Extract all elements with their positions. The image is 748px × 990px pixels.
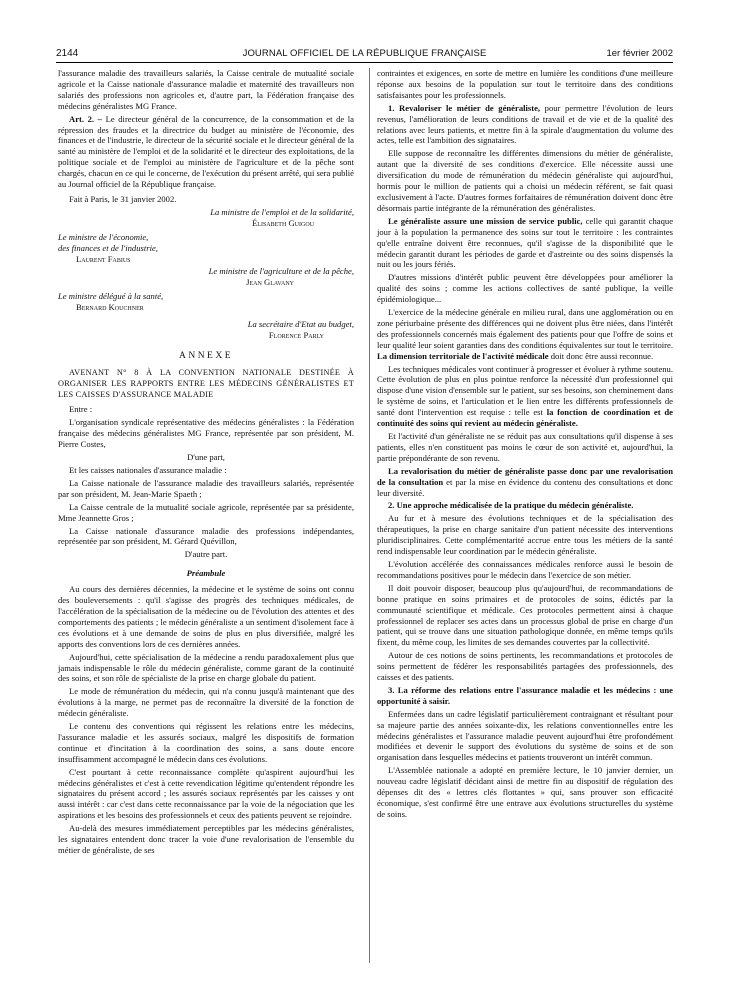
paragraph: L'organisation syndicale représentative des médecins généralistes : la Fédération française des médecins généralistes MG France, représentée par son président, M. Pierre Costes, <box>58 417 354 450</box>
bold-lead: La revalorisation du métier de généraliste passe donc par une revalorisation de la consultation <box>377 465 673 487</box>
paragraph: Au cours des dernières décennies, la médecine et le système de soins ont connu des bouleversements : qu'il s'agisse des progrès des techniques médicales, de l'accélération de la spécialisation de la médecine ou de l'évolution des attentes et des comportements des patients ; le médecin généraliste a un sentiment d'isolement face à ces évolutions et à une demande de soins de plus en plus diversifiée, malgré les apports des conventions lors de ces dernières années. <box>58 584 354 649</box>
paragraph: L'évolution accélérée des connaissances médicales renforce aussi le besoin de recommandations positives pour le médecin dans l'exercice de son métier. <box>377 558 673 580</box>
paragraph: Autour de ces notions de soins pertinents, les recommandations et protocoles de soins permettent de fédérer les responsabilités partagées des professionnels, des caisses et des patients. <box>377 650 673 683</box>
paragraph-text: pour permettre l'évolution de leurs revenus, l'amélioration de leurs conditions de travail et de vie et de la qualité des relations avec leurs patients, et mettre fin à la spirale d'augmentation du volume des actes, telle est l'ambition des signataires. <box>377 102 673 146</box>
signature-title: des finances et de l'industrie, <box>58 242 158 253</box>
paragraph: l'assurance maladie des travailleurs salariés, la Caisse centrale de mutualité sociale agricole et la Caisse nationale d'assurance maladie et maternité des travailleurs non salariés des professions non agricoles et, d'autre part, la Fédération française des médecins généralistes MG France. <box>58 68 354 111</box>
paragraph <box>377 216 673 271</box>
article-text: Le directeur général de la concurrence, de la consommation et de la répression des fraudes et la directrice du budget au ministère de l'économie, des finances et de l'industrie, le directeur de la sécurité sociale et le directeur général de la santé au ministère de l'emploi et de la solidarité et le directeur des exploitations, de la politique sociale et de l'emploi au ministère de l'agriculture et de la pêche sont chargés, chacun en ce qui le concerne, de l'exécution du présent arrêté, qui sera publié au Journal officiel de la République française. <box>58 113 354 190</box>
paragraph <box>377 307 673 362</box>
paragraph: Enfermées dans un cadre législatif particulièrement contraignant et résultant pour sa majeure partie des années soixante-dix, les relations conventionnelles entre les médecins généralistes et l'assurance maladie peuvent aujourd'hui être profondément modifiées et devenir le support des évolutions du système de soins et de son organisation dans lesquelles médecins et patients trouveront un intérêt commun. <box>377 708 673 763</box>
bold-lead: Le généraliste assure une mission de service public, <box>388 215 583 226</box>
paragraph: Elle suppose de reconnaître les différentes dimensions du métier de généraliste, autant que la diversité de ses conditions d'exercice. Elle nécessite aussi une diversification du mode de rémunération du médecin généraliste qui aujourd'hui, hormis pour le million de patients qui a choisi un médecin référent, se fait quasi exclusivement à l'acte. D'autres formes forfaitaires de rémunération doivent donc être désormais partie intégrante de la rémunération des généralistes. <box>377 148 673 213</box>
bold-phrase: la fonction de coordination et de continuité des soins qui revient au médecin généraliste. <box>377 407 673 429</box>
paragraph-text: et par la mise en évidence du contenu des consultations et donc leur diversité. <box>377 476 673 498</box>
dune-part: D'une part, <box>187 452 225 463</box>
signature-name: Bernard Kouchner <box>76 302 144 313</box>
signature-title: La secrétaire d'Etat au budget, <box>247 319 354 330</box>
signature-name: Laurent Fabius <box>76 253 131 264</box>
journal-title: JOURNAL OFFICIEL DE LA RÉPUBLIQUE FRANÇAISE <box>242 48 487 59</box>
paragraph <box>377 466 673 499</box>
article-label: Art. 2. – <box>69 113 102 124</box>
paragraph-text: celle qui garantit chaque jour à la population la permanence des soins sur tout le territoire : les contraintes qu'elle entraîne doivent être reconnues, qu'il s'agisse de la disponibilité que le médecin garantit durant les périodes de garde et d'astreinte ou des soins dispensés la nuit ou les jours fériés. <box>377 215 674 270</box>
paragraph-text: L'exercice de la médecine générale en milieu rural, dans une agglomération ou en zone périurbaine présente des différences qui ne doivent plus être niées, dans l'intérêt des professionnels concernés mais également des patients pour que l'offre de soins et leur qualité leur soient garanties dans des conditions équivalentes sur tout le territoire. <box>377 307 673 350</box>
paragraph <box>377 364 673 429</box>
paragraph: Entre : <box>69 404 93 415</box>
paragraph: Le mode de rémunération du médecin, qui n'a connu jusqu'à maintenant que des évolutions à la marge, ne permet pas de reconnaître la diversité de la fonction de médecin généraliste. <box>58 686 354 719</box>
paragraph: Le contenu des conventions qui régissent les relations entre les médecins, l'assurance maladie et les assurés sociaux, malgré les dispositifs de formation continue et d'incitation à la coordination des soins, a sans doute encore insuffisamment accompagné le médecin dans ces évolutions. <box>58 721 354 764</box>
header-rule <box>56 62 673 63</box>
paragraph: Aujourd'hui, cette spécialisation de la médecine a rendu paradoxalement plus que jamais indispensable le rôle du médecin généraliste, comme garant de la continuité des soins, et son rôle de spécialiste de la prise en charge globale du patient. <box>58 651 354 684</box>
paragraph: La Caisse nationale d'assurance maladie des professions indépendantes, représentée par son président, M. Gérard Quévillon, <box>58 525 354 547</box>
paragraph: contraintes et exigences, en sorte de mettre en lumière les conditions d'une meilleure réponse aux besoins de la population sur tout le territoire dans des conditions satisfaisantes pour les professionnels. <box>377 68 673 100</box>
dautre-part: D'autre part. <box>184 549 228 560</box>
section-heading: 2. Une approche médicalisée de la pratique du médecin généraliste. <box>388 500 634 511</box>
signature-title: Le ministre délégué à la santé, <box>58 291 164 302</box>
paragraph: D'autres missions d'intérêt public peuvent être développées pour améliorer la qualité des soins ; comme les actions collectives de santé publique, la veille épidémiologique... <box>377 272 673 305</box>
paragraph: Et l'activité d'un généraliste ne se réduit pas aux consultations qu'il dispense à ses patients, elles n'en constituent pas moins le cœur de son activité et, aujourd'hui, la partie prépondérante de son revenu. <box>377 431 673 463</box>
avenant-title: AVENANT N° 8 À LA CONVENTION NATIONALE DESTINÉE À ORGANISER LES RAPPORTS ENTRE LES MÉDECINS GÉNÉRALISTES ET LES CAISSES D'ASSURANCE MALADIE <box>58 367 354 399</box>
left-column <box>58 68 354 858</box>
page-header <box>56 48 673 62</box>
paragraph <box>377 103 673 147</box>
signature-title: Le ministre de l'économie, <box>58 231 149 242</box>
paragraph: L'Assemblée nationale a adopté en première lecture, le 10 janvier dernier, un nouveau cadre législatif décidant ainsi de mettre fin au dispositif de régulation des dépenses dit des « lettres clés flottantes » qui, sans prouver son efficacité économique, s'est confirmé être une entrave aux évolutions structurelles du système de soins. <box>377 765 673 819</box>
page-number: 2144 <box>56 48 79 59</box>
section-heading: 3. La réforme des relations entre l'assurance maladie et les médecins : une opportunité à saisir. <box>377 684 673 706</box>
paragraph: La Caisse nationale de l'assurance maladie des travailleurs salariés, représentée par son président, M. Jean-Marie Spaeth ; <box>58 477 354 499</box>
paragraph: Au-delà des mesures immédiatement perceptibles par les médecins généralistes, les signataires entendent donc tracer la voie d'une revalorisation de l'ensemble du métier de généraliste, de ses <box>58 823 354 855</box>
paragraph: Et les caisses nationales d'assurance maladie : <box>69 465 227 475</box>
paragraph: La Caisse centrale de la mutualité sociale agricole, représentée par sa présidente, Mme Jeannette Gros ; <box>58 501 354 523</box>
paragraph: C'est pourtant à cette reconnaissance complète qu'aspirent aujourd'hui les médecins généralistes et c'est à cette revendication légitime qu'entendent répondre les signataires du présent accord ; les assurés sociaux représentés par les caisses y ont aussi intérêt : car c'est dans cette reconnaissance par la voie de la négociation que les aspirations et les besoins des professionnels et ceux des patients peuvent se rejoindre. <box>58 766 354 821</box>
signature-name: Élisabeth Guigou <box>252 217 314 228</box>
signature-name: Florence Parly <box>268 329 324 340</box>
issue-date: 1er février 2002 <box>606 48 673 59</box>
column-divider <box>369 68 370 963</box>
section-heading: 1. Revaloriser le métier de généraliste, <box>388 102 541 113</box>
right-column <box>377 68 673 822</box>
preamble-heading: Préambule <box>186 568 226 579</box>
paragraph-text: Les techniques médicales vont continuer à progresser et évoluer à rythme soutenu. Cette évolution de plus en plus pointue renforce la nécessité d'un professionnel qui dispose d'une vision d'ensemble sur le patient, sur ses besoins, son cheminement dans le système de soins, et l'articulation et le lien entre les différents professionnels de santé dont l'intervention est requise : telle est <box>377 363 673 418</box>
annexe-heading: ANNEXE <box>178 350 234 361</box>
bold-phrase: La dimension territoriale de l'activité médicale <box>377 350 549 361</box>
paragraph: Il doit pouvoir disposer, beaucoup plus qu'aujourd'hui, de recommandations de bonne pratique en soins primaires et de protocoles de soins, édictés par la communauté scientifique et médicale. Ces protocoles permettent ainsi à chaque professionnel de replacer ses actes dans un processus global de prise en charge d'un patient, qui se trouve dans une situation pathologique donnée, en même temps qu'ils fixent, du même coup, les limites de ses demandes couvertes par la collectivité. <box>377 582 673 648</box>
signature-title: Le ministre de l'agriculture et de la pêche, <box>208 266 354 277</box>
article-2 <box>58 114 354 190</box>
paragraph-text: doit donc être aussi reconnue. <box>548 350 654 361</box>
paragraph: Au fur et à mesure des évolutions techniques et de la spécialisation des thérapeutiques, la prise en charge sanitaire d'un patient nécessite des interventions pluridisciplinaires. Cette complémentarité accrue entre tous les métiers de la santé rend indispensable leur coordination par le médecin généraliste. <box>377 513 673 557</box>
signature-title: La ministre de l'emploi et de la solidarité, <box>210 206 354 217</box>
signature-name: Jean Glavany <box>246 277 294 288</box>
fait-a-paris: Fait à Paris, le 31 janvier 2002. <box>69 193 177 204</box>
